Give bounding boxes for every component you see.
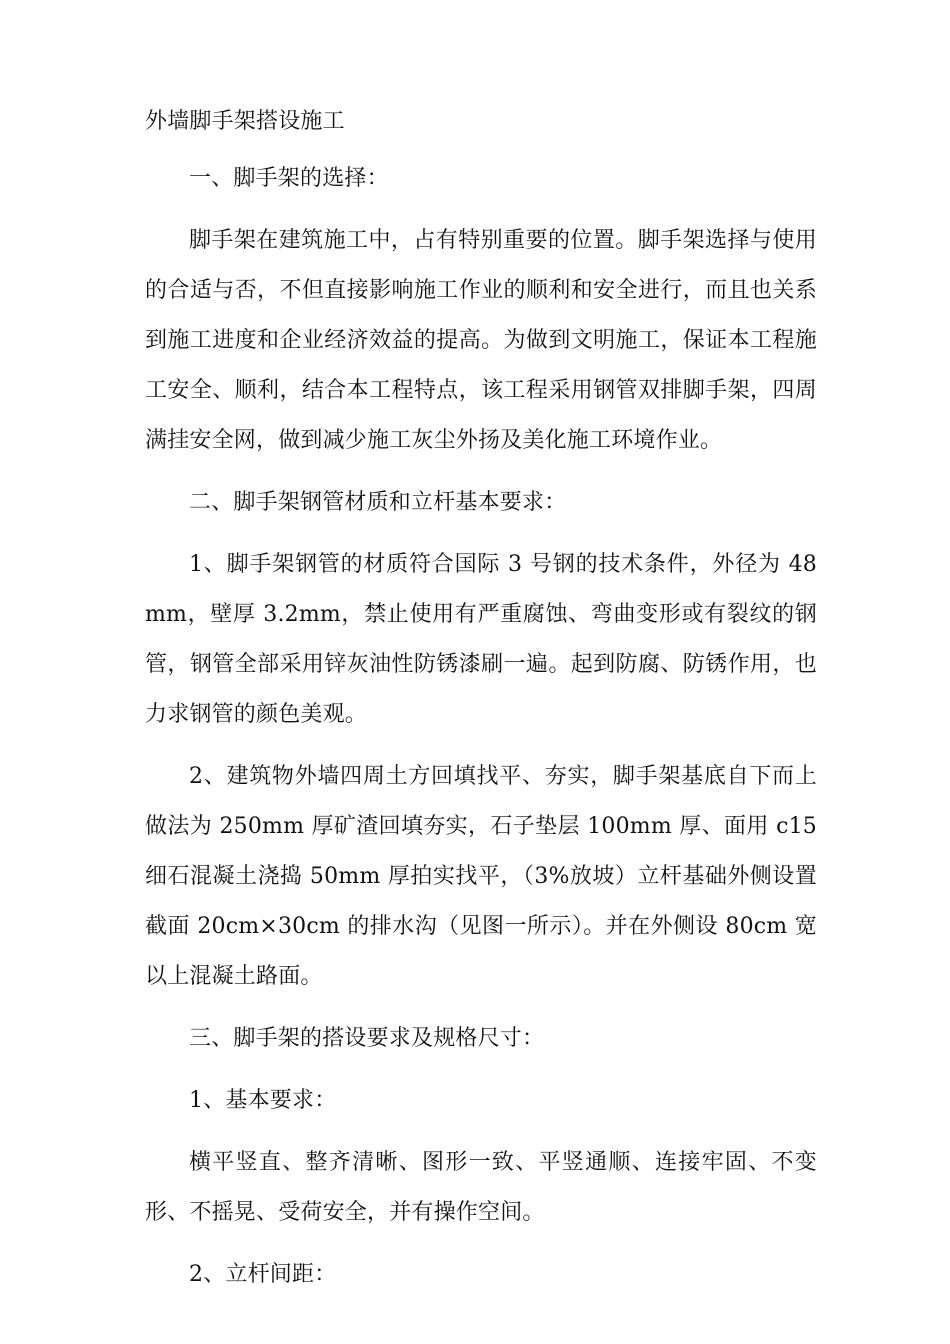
paragraph-steel-material: 1、脚手架钢管的材质符合国际 3 号钢的技术条件，外径为 48mm，壁厚 3.2mm，禁止使用有严重腐蚀、弯曲变形或有裂纹的钢管，钢管全部采用锌灰油性防锈漆刷一遍。起到防腐、防锈作用，也力求钢管的颜色美观。 (145, 552, 817, 727)
paragraph-scaffold-selection: 脚手架在建筑施工中，占有特别重要的位置。脚手架选择与使用的合适与否，不但直接影响施工作业的顺利和安全进行，而且也关系到施工进度和企业经济效益的提高。为做到文明施工，保证本工程施工安全、顺利，结合本工程特点，该工程采用钢管双排脚手架，四周满挂安全网，做到减少施工灰尘外扬及美化施工环境作业。 (145, 228, 817, 453)
section-heading-3: 三、脚手架的搭设要求及规格尺寸： (189, 1026, 545, 1051)
subheading-pole-spacing: 2、立杆间距： (189, 1262, 337, 1287)
section-heading-2: 二、脚手架钢管材质和立杆基本要求： (189, 490, 567, 515)
document-body (145, 102, 817, 1300)
paragraph-basic-requirements: 横平竖直、整齐清晰、图形一致、平竖通顺、连接牢固、不变形、不摇晃、受荷安全，并有操作空间。 (145, 1150, 817, 1225)
paragraph-foundation: 2、建筑物外墙四周土方回填找平、夯实，脚手架基底自下而上做法为 250mm 厚矿渣回填夯实，石子垫层 100mm 厚、面用 c15 细石混凝土浇捣 50mm 厚拍实找平，（3%放坡）立杆基础外侧设置截面 20cm×30cm 的排水沟（见图一所示）。并在外侧设 80cm 宽以上混凝土路面。 (145, 764, 817, 989)
subheading-basic-requirements: 1、基本要求： (189, 1088, 337, 1113)
section-heading-1: 一、脚手架的选择： (189, 166, 389, 191)
document-title: 外墙脚手架搭设施工 (145, 109, 345, 134)
